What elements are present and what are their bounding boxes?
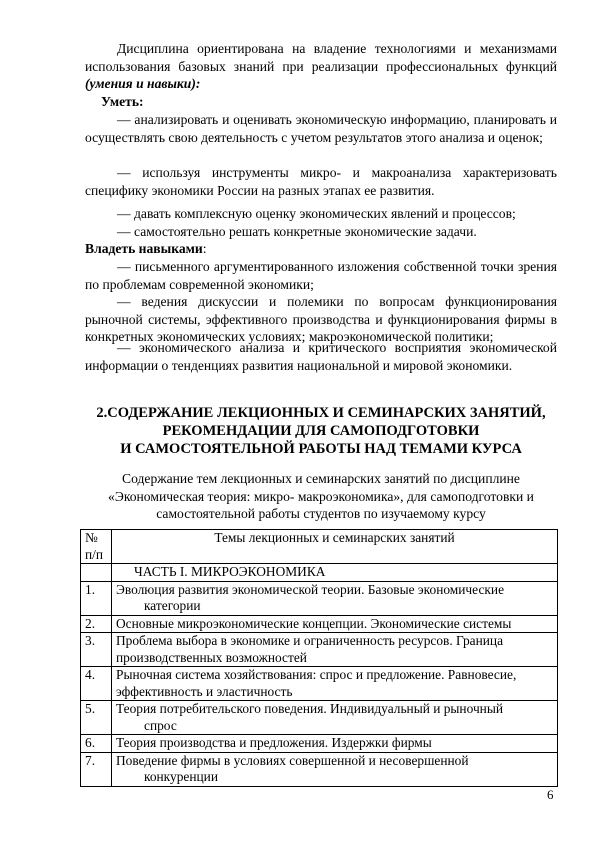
intro-bold-text: (умения и навыки <box>85 76 192 91</box>
row-num: 2. <box>81 615 112 633</box>
row-num: 4. <box>81 667 112 701</box>
row-topic-line: Основные микроэкономические концепции. Экономические системы <box>116 615 512 631</box>
row-topic-line: Эволюция развития экономической теории. Базовые экономические <box>116 581 505 597</box>
umet-item: — самостоятельно решать конкретные экономические задачи. <box>117 224 477 239</box>
intro-text: Дисциплина ориентирована на владение технологиями и механизмами использования базовых знаний при реализации профессиональных функций <box>85 41 557 74</box>
row-topic <box>112 581 558 615</box>
umet-item: — используя инструменты микро- и макроанализа характеризовать специфику экономики России на разных этапах ее развития. <box>85 165 557 198</box>
intro-paragraph <box>85 40 557 93</box>
topics-table <box>80 529 558 787</box>
table-row <box>81 667 558 701</box>
table-row <box>81 633 558 667</box>
header-topic-cell: Темы лекционных и семинарских занятий <box>112 530 558 564</box>
row-topic-line: производственных возможностей <box>116 649 307 665</box>
row-topic-line: Рыночная система хозяйствования: спрос и предложение. Равновесие, <box>116 667 517 682</box>
part-label-cell: ЧАСТЬ I. МИКРОЭКОНОМИКА <box>112 564 558 582</box>
umet-item: — давать комплексную оценку экономических явлений и процессов; <box>117 206 516 221</box>
row-num: 3. <box>81 633 112 667</box>
umet-item: — анализировать и оценивать экономическую информацию, планировать и осуществлять свою деятельность с учетом результатов этого анализа и оценок; <box>85 112 557 145</box>
vladet-item: — ведения дискуссии и полемики по вопросам функционирования рыночной системы, эффективного производства и функционирования фирмы в конкретных экономических условиях; макроэкономической политики; <box>85 294 557 344</box>
row-topic <box>112 615 558 633</box>
umet-label: Уметь: <box>101 94 144 109</box>
vladet-item: — экономического анализа и критического восприятия экономической информации о тенденциях развития национальной и мировой экономики. <box>85 340 557 373</box>
section-heading <box>85 404 557 458</box>
row-topic-line: конкуренции <box>144 769 219 784</box>
header-num-cell: № п/п <box>81 530 112 564</box>
table-header-row <box>81 530 558 564</box>
row-num: 1. <box>81 581 112 615</box>
row-topic-line: Теория потребительского поведения. Индивидуальный и рыночный <box>116 701 504 716</box>
table-part-row <box>81 564 558 582</box>
row-topic-line: Поведение фирмы в условиях совершенной и несовершенной <box>116 752 469 768</box>
row-num: 6. <box>81 735 112 753</box>
section-heading-line: РЕКОМЕНДАЦИИ ДЛЯ САМОПОДГОТОВКИ <box>162 423 480 439</box>
row-topic-line: категории <box>144 598 201 613</box>
row-topic <box>112 667 558 701</box>
row-topic <box>112 633 558 667</box>
vladet-label: Владеть навыками <box>85 241 203 256</box>
row-topic-line: спрос <box>144 717 177 733</box>
page-number: 6 <box>547 787 554 802</box>
vladet-item: — письменного аргументированного изложения собственной точки зрения по проблемам современной экономики; <box>85 259 557 292</box>
table-row <box>81 581 558 615</box>
row-topic-line: Проблема выбора в экономике и ограниченность ресурсов. Граница <box>116 633 504 648</box>
table-caption: Содержание тем лекционных и семинарских занятий по дисциплине «Экономическая теория: микро- макроэкономика», для самоподготовки и самостоятельной работы студентов по изучаемому курсу <box>108 471 534 521</box>
part-num-cell <box>81 564 112 582</box>
vladet-colon: : <box>202 241 207 256</box>
table-row <box>81 615 558 633</box>
row-topic <box>112 701 558 735</box>
row-num: 5. <box>81 701 112 735</box>
row-topic <box>112 735 558 753</box>
table-row <box>81 735 558 753</box>
section-heading-line: И САМОСТОЯТЕЛЬНОЙ РАБОТЫ НАД ТЕМАМИ КУРСА <box>120 441 522 457</box>
row-topic <box>112 752 558 786</box>
intro-bold-end: ): <box>191 76 201 91</box>
row-topic-line: Теория производства и предложения. Издержки фирмы <box>116 735 432 750</box>
section-heading-line: 2.СОДЕРЖАНИЕ ЛЕКЦИОННЫХ И СЕМИНАРСКИХ ЗАНЯТИЙ, <box>96 405 546 421</box>
vladet-paragraph <box>85 240 557 258</box>
table-row <box>81 701 558 735</box>
row-num: 7. <box>81 752 112 786</box>
row-topic-line: эффективность и эластичность <box>116 683 293 699</box>
table-row <box>81 752 558 786</box>
